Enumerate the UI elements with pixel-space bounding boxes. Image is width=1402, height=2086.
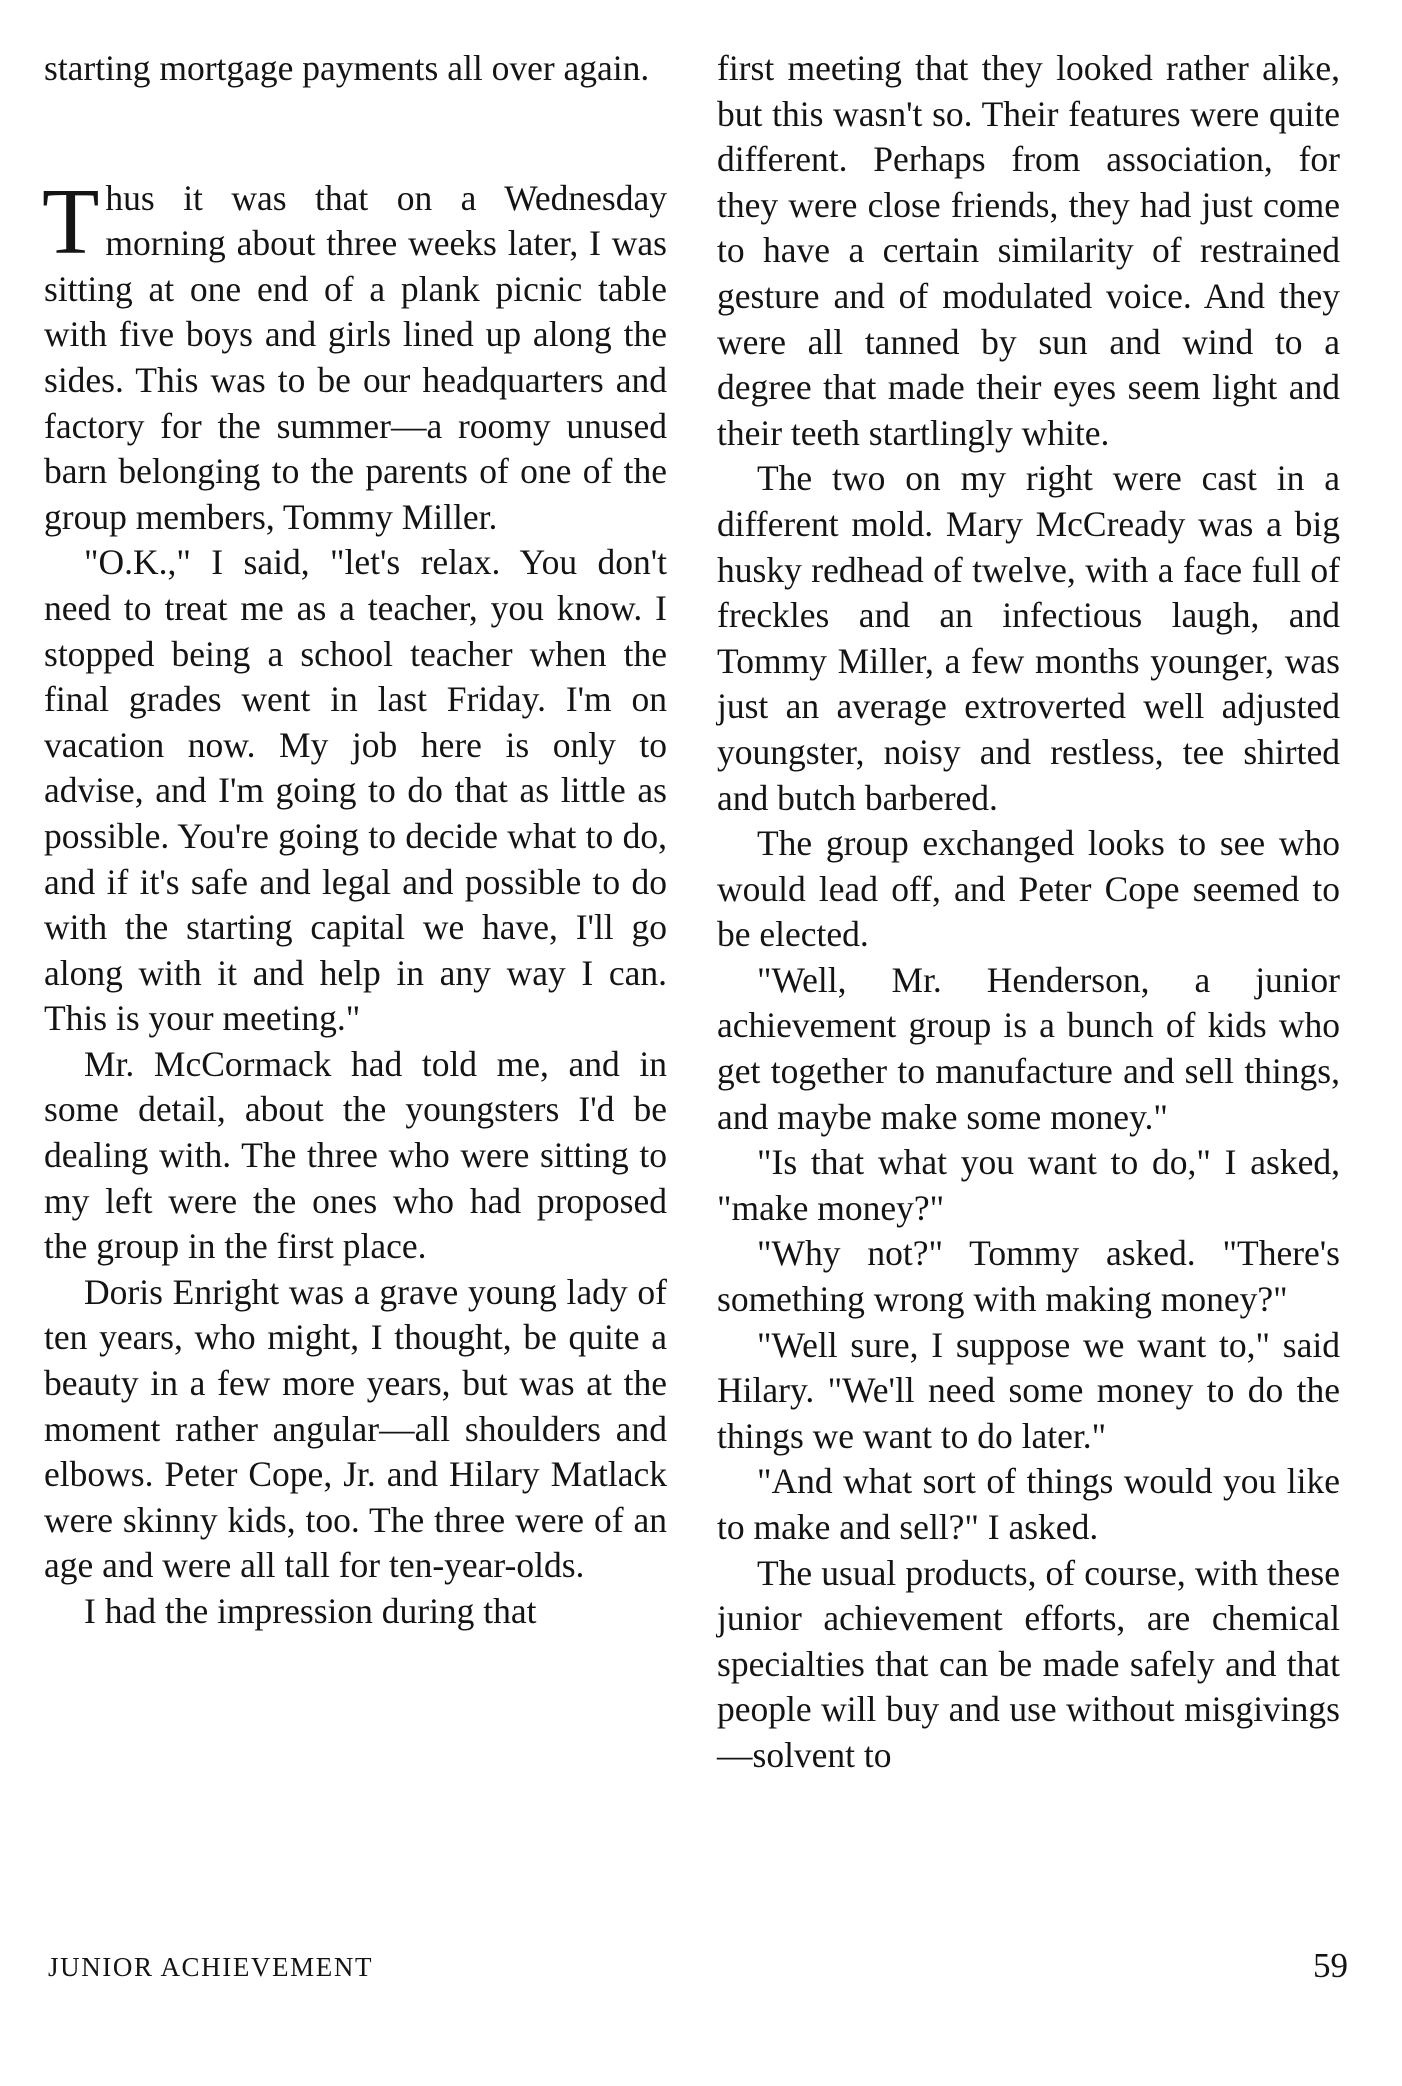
running-head: JUNIOR ACHIEVEMENT [48, 1952, 374, 1982]
paragraph-text: hus it was that on a Wednesday morning about three weeks later, I was sitting at one end of a plank picnic table with five boys and girls lined up along the sides. This was to be our headquarters and factory for the summer—a roomy unused barn belonging to the parents of one of the group members, Tommy Miller. [44, 177, 667, 537]
paragraph: Doris Enright was a grave young lady of ten years, who might, I thought, be quite a beauty in a few more years, but was at the moment rather angular—all shoulders and elbows. Peter Cope, Jr. and Hilary Matlack were skinny kids, too. The three were of an age and were all tall for ten-year-olds. [44, 1271, 667, 1586]
paragraph: The group exchanged looks to see who would lead off, and Peter Cope seemed to be elected. [717, 823, 1340, 955]
right-column [717, 46, 1340, 1779]
left-column [44, 46, 667, 1635]
paragraph: first meeting that they looked rather alike, but this wasn't so. Their features were quite different. Perhaps from association, for they were close friends, they had just come to have a certain similarity of restrained gesture and of modulated voice. And they were all tanned by sun and wind to a degree that made their eyes seem light and their teeth startlingly white. [717, 48, 1340, 453]
paragraph: Mr. McCormack had told me, and in some detail, about the youngsters I'd be dealing with. The three who were sitting to my left were the ones who had proposed the group in the first place. [44, 1043, 667, 1267]
paragraph: "Well sure, I suppose we want to," said Hilary. "We'll need some money to do the things we want to do later." [717, 1324, 1340, 1456]
page-number: 59 [1313, 1946, 1348, 1985]
paragraph: starting mortgage payments all over again. [44, 48, 650, 88]
paragraph: The two on my right were cast in a different mold. Mary McCready was a big husky redhead of twelve, with a face full of freckles and an infectious laugh, and Tommy Miller, a few months younger, was just an average extroverted well adjusted youngster, noisy and restless, tee shirted and butch barbered. [717, 458, 1340, 818]
paragraph: "Well, Mr. Henderson, a junior achievement group is a bunch of kids who get together to manufacture and sell things, and maybe make some money." [717, 959, 1340, 1137]
paragraph: "Why not?" Tommy asked. "There's something wrong with making money?" [717, 1233, 1340, 1320]
paragraph: I had the impression during that [84, 1591, 537, 1631]
page-footer [48, 1946, 1348, 1992]
paragraph: The usual products, of course, with these junior achievement efforts, are chemical specialties that can be made safely and that people will buy and use without misgivings—solvent to [717, 1552, 1340, 1775]
section-opening-paragraph [42, 169, 667, 541]
paragraph: "Is that what you want to do," I asked, "make money?" [717, 1142, 1340, 1228]
paragraph: "And what sort of things would you like to make and sell?" I asked. [717, 1461, 1340, 1547]
paragraph: "O.K.," I said, "let's relax. You don't need to treat me as a teacher, you know. I stopped being a school teacher when the final grades went in last Friday. I'm on vacation now. My job here is only to advise, and I'm going to do that as little as possible. You're going to decide what to do, and if it's safe and legal and possible to do with the starting capital we have, I'll go along with it and help in any way I can. This is your meeting." [44, 542, 667, 1039]
drop-cap: T [42, 169, 100, 274]
